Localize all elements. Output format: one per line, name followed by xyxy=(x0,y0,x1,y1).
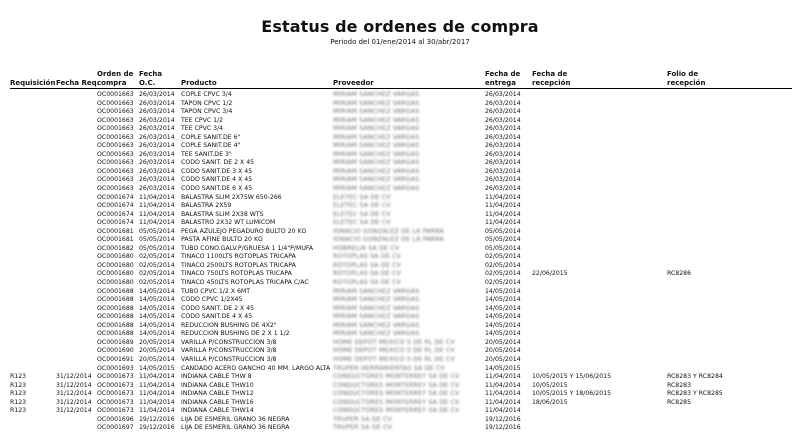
supplier-cell: HOME DEPOT MEXICO S DE RL DE CV xyxy=(333,347,455,355)
order-date-cell: 11/04/2014 xyxy=(139,398,175,406)
supplier-cell: CONDUCTORES MONTERREY SA DE CV xyxy=(333,398,460,406)
supplier-cell: ELETEC SA DE CV xyxy=(333,193,391,201)
table-row xyxy=(0,100,800,109)
product-cell: REDUCCION BUSHING DE 2 X 1 1/2 xyxy=(181,330,290,338)
table-row xyxy=(0,253,800,262)
delivery-date-cell: 11/04/2014 xyxy=(485,219,521,227)
reception-date-cell: 10/05/2015 Y 15/06/2015 xyxy=(532,373,612,381)
reception-folio-cell: RC8286 xyxy=(667,270,692,278)
delivery-date-cell: 26/03/2014 xyxy=(485,142,521,150)
delivery-date-cell: 14/05/2014 xyxy=(485,330,521,338)
order-date-cell: 02/05/2014 xyxy=(139,270,175,278)
supplier-cell: HOBRELIA SA DE CV xyxy=(333,244,400,252)
delivery-date-cell: 02/05/2014 xyxy=(485,261,521,269)
table-row xyxy=(0,142,800,151)
order-date-cell: 05/05/2014 xyxy=(139,244,175,252)
supplier-cell: ROTOPLAS SA DE CV xyxy=(333,253,402,261)
delivery-date-cell: 11/04/2014 xyxy=(485,398,521,406)
supplier-cell: MIRIAM SANCHEZ VARGAS xyxy=(333,313,420,321)
product-cell: CODO SANIT. DE 2 X 45 xyxy=(181,159,255,167)
delivery-date-cell: 02/05/2014 xyxy=(485,253,521,261)
orders-table-body xyxy=(0,91,800,433)
table-row xyxy=(0,356,800,365)
order-number-cell: OC0001673 xyxy=(97,390,134,398)
product-cell: TINACO 2500LTS ROTOPLAS TRICAPA xyxy=(181,261,296,269)
supplier-cell: MIRIAM SANCHEZ VARGAS xyxy=(333,185,420,193)
order-date-cell: 19/12/2016 xyxy=(139,415,175,423)
supplier-cell: MIRIAM SANCHEZ VARGAS xyxy=(333,296,420,304)
table-row xyxy=(0,236,800,245)
product-cell: CODO SANIT.DE 4 X 45 xyxy=(181,176,253,184)
table-row xyxy=(0,399,800,408)
delivery-date-cell: 26/03/2014 xyxy=(485,176,521,184)
product-cell: BALASTRA SLIM 2X75W 650-266 xyxy=(181,193,282,201)
table-row xyxy=(0,117,800,126)
order-number-cell: OC0001690 xyxy=(97,347,134,355)
supplier-cell: CONDUCTORES MONTERREY SA DE CV xyxy=(333,381,460,389)
order-date-cell: 26/03/2014 xyxy=(139,133,175,141)
table-row xyxy=(0,262,800,271)
table-row xyxy=(0,185,800,194)
order-date-cell: 14/05/2014 xyxy=(139,304,175,312)
order-date-cell: 14/05/2014 xyxy=(139,296,175,304)
order-number-cell: OC0001663 xyxy=(97,142,134,150)
product-cell: CODO SANIT.DE 6 X 45 xyxy=(181,185,253,193)
order-date-cell: 02/05/2014 xyxy=(139,261,175,269)
table-row xyxy=(0,347,800,356)
order-date-cell: 11/04/2014 xyxy=(139,381,175,389)
delivery-date-cell: 11/04/2014 xyxy=(485,390,521,398)
table-row xyxy=(0,125,800,134)
product-cell: CANDADO ACERO GANCHO 40 MM. LARGO ALTA xyxy=(181,364,331,372)
order-number-cell: OC0001674 xyxy=(97,219,134,227)
product-cell: REDUCCION BUSHING DE 4X2" xyxy=(181,321,277,329)
product-cell: VARILLA P/CONSTRUCCION 3/8 xyxy=(181,338,277,346)
supplier-cell: MIRIAM SANCHEZ VARGAS xyxy=(333,167,420,175)
supplier-cell: MIRIAM SANCHEZ VARGAS xyxy=(333,133,420,141)
order-date-cell: 14/05/2014 xyxy=(139,287,175,295)
order-number-cell: OC0001697 xyxy=(97,424,134,432)
supplier-cell: MIRIAM SANCHEZ VARGAS xyxy=(333,330,420,338)
order-number-cell: OC0001696 xyxy=(97,415,134,423)
supplier-cell: ELETEC SA DE CV xyxy=(333,210,391,218)
delivery-date-cell: 19/12/2016 xyxy=(485,424,521,432)
table-row xyxy=(0,296,800,305)
order-date-cell: 26/03/2014 xyxy=(139,142,175,150)
table-row xyxy=(0,288,800,297)
order-number-cell: OC0001663 xyxy=(97,99,134,107)
delivery-date-cell: 11/04/2014 xyxy=(485,202,521,210)
product-cell: PASTA AFINE BULTO 20 KG xyxy=(181,236,263,244)
product-cell: INDIANA CABLE THW 8 xyxy=(181,373,252,381)
supplier-cell: MIRIAM SANCHEZ VARGAS xyxy=(333,108,420,116)
product-cell: PEGA AZULEJO PEGADURO BULTO 20 KG xyxy=(181,227,307,235)
requisition-cell: R123 xyxy=(10,373,27,381)
product-cell: CODO SANIT.DE 4 X 45 xyxy=(181,313,253,321)
supplier-cell: ROTOPLAS SA DE CV xyxy=(333,270,402,278)
delivery-date-cell: 05/05/2014 xyxy=(485,236,521,244)
order-number-cell: OC0001674 xyxy=(97,202,134,210)
table-row xyxy=(0,279,800,288)
supplier-cell: MIRIAM SANCHEZ VARGAS xyxy=(333,116,420,124)
delivery-date-cell: 02/05/2014 xyxy=(485,270,521,278)
order-number-cell: OC0001673 xyxy=(97,373,134,381)
header-divider xyxy=(10,88,792,89)
table-row xyxy=(0,228,800,237)
product-cell: TINACO 1100LTS ROTOPLAS TRICAPA xyxy=(181,253,296,261)
delivery-date-cell: 14/05/2014 xyxy=(485,296,521,304)
order-number-cell: OC0001663 xyxy=(97,133,134,141)
product-cell: BALASTRA SLIM 2X38 WTS xyxy=(181,210,264,218)
delivery-date-cell: 14/05/2014 xyxy=(485,321,521,329)
header-fecha-de-recepcion: Fecha de xyxy=(532,70,568,78)
delivery-date-cell: 14/05/2014 xyxy=(485,304,521,312)
table-row xyxy=(0,168,800,177)
header-recepcion: recepción xyxy=(532,79,571,87)
delivery-date-cell: 26/03/2014 xyxy=(485,185,521,193)
delivery-date-cell: 14/05/2014 xyxy=(485,287,521,295)
order-number-cell: OC0001688 xyxy=(97,313,134,321)
order-date-cell: 14/05/2014 xyxy=(139,313,175,321)
order-number-cell: OC0001674 xyxy=(97,210,134,218)
requisition-cell: R123 xyxy=(10,407,27,415)
supplier-cell: ELETEC SA DE CV xyxy=(333,202,391,210)
product-cell: LIJA DE ESMERIL GRANO 36 NEGRA xyxy=(181,424,290,432)
requisition-date-cell: 31/12/2014 xyxy=(56,398,92,406)
order-number-cell: OC0001688 xyxy=(97,321,134,329)
supplier-cell: TRUPER SA DE CV xyxy=(333,415,392,423)
header-fecha: Fecha xyxy=(139,70,163,78)
header-compra: compra xyxy=(97,79,127,87)
order-date-cell: 26/03/2014 xyxy=(139,150,175,158)
table-row xyxy=(0,134,800,143)
order-number-cell: OC0001663 xyxy=(97,91,134,98)
table-row xyxy=(0,322,800,331)
reception-date-cell: 10/05/2015 Y 18/06/2015 xyxy=(532,390,612,398)
product-cell: INDIANA CABLE THW12 xyxy=(181,390,254,398)
product-cell: INDIANA CABLE THW10 xyxy=(181,381,254,389)
order-date-cell: 20/05/2014 xyxy=(139,347,175,355)
table-row xyxy=(0,151,800,160)
order-number-cell: OC0001674 xyxy=(97,193,134,201)
table-row xyxy=(0,330,800,339)
product-cell: COPLE SANIT.DE 4" xyxy=(181,142,241,150)
delivery-date-cell: 20/05/2014 xyxy=(485,347,521,355)
product-cell: VARILLA P/CONSTRUCCION 3/8 xyxy=(181,355,277,363)
order-number-cell: OC0001682 xyxy=(97,244,134,252)
product-cell: INDIANA CABLE THW14 xyxy=(181,407,254,415)
order-date-cell: 26/03/2014 xyxy=(139,159,175,167)
reception-folio-cell: RC8283 Y RC8284 xyxy=(667,373,723,381)
order-number-cell: OC0001688 xyxy=(97,296,134,304)
delivery-date-cell: 26/03/2014 xyxy=(485,167,521,175)
delivery-date-cell: 26/03/2014 xyxy=(485,116,521,124)
order-date-cell: 14/05/2014 xyxy=(139,321,175,329)
product-cell: TINACO 450LTS ROTOPLAS TRICAPA C/AC xyxy=(181,279,309,287)
supplier-cell: IGNACIO GONZALEZ DE LA PARRA xyxy=(333,227,444,235)
order-date-cell: 26/03/2014 xyxy=(139,125,175,133)
order-date-cell: 26/03/2014 xyxy=(139,116,175,124)
order-number-cell: OC0001691 xyxy=(97,355,134,363)
header-entrega: entrega xyxy=(485,79,517,87)
reception-date-cell: 22/06/2015 xyxy=(532,270,568,278)
delivery-date-cell: 05/05/2014 xyxy=(485,244,521,252)
table-row xyxy=(0,339,800,348)
order-number-cell: OC0001663 xyxy=(97,116,134,124)
delivery-date-cell: 11/04/2014 xyxy=(485,193,521,201)
supplier-cell: MIRIAM SANCHEZ VARGAS xyxy=(333,304,420,312)
product-cell: TUBO CPVC 1/2 X 6MT xyxy=(181,287,251,295)
order-date-cell: 11/04/2014 xyxy=(139,193,175,201)
order-number-cell: OC0001673 xyxy=(97,407,134,415)
delivery-date-cell: 26/03/2014 xyxy=(485,99,521,107)
table-row xyxy=(0,211,800,220)
order-date-cell: 26/03/2014 xyxy=(139,91,175,98)
header-folio-recepcion: recepción xyxy=(667,79,706,87)
delivery-date-cell: 11/04/2014 xyxy=(485,210,521,218)
table-row xyxy=(0,407,800,416)
supplier-cell: MIRIAM SANCHEZ VARGAS xyxy=(333,99,420,107)
table-row xyxy=(0,202,800,211)
supplier-cell: ROTOPLAS SA DE CV xyxy=(333,279,402,287)
order-date-cell: 26/03/2014 xyxy=(139,108,175,116)
product-cell: TEE CPVC 3/4 xyxy=(181,125,224,133)
order-number-cell: OC0001688 xyxy=(97,287,134,295)
supplier-cell: HOME DEPOT MEXICO S DE RL DE CV xyxy=(333,338,455,346)
header-oc: O.C. xyxy=(139,79,156,87)
supplier-cell: MIRIAM SANCHEZ VARGAS xyxy=(333,287,420,295)
supplier-cell: MIRIAM SANCHEZ VARGAS xyxy=(333,91,420,98)
order-number-cell: OC0001663 xyxy=(97,159,134,167)
delivery-date-cell: 26/03/2014 xyxy=(485,159,521,167)
order-number-cell: OC0001693 xyxy=(97,364,134,372)
table-row xyxy=(0,270,800,279)
product-cell: CODO SANIT. DE 2 X 45 xyxy=(181,304,255,312)
supplier-cell: MIRIAM SANCHEZ VARGAS xyxy=(333,321,420,329)
table-row xyxy=(0,194,800,203)
requisition-date-cell: 31/12/2014 xyxy=(56,390,92,398)
order-number-cell: OC0001681 xyxy=(97,236,134,244)
product-cell: CODO SANIT.DE 3 X 45 xyxy=(181,167,253,175)
product-cell: TEE CPVC 1/2 xyxy=(181,116,224,124)
product-cell: TAPON CPVC 1/2 xyxy=(181,99,233,107)
table-row xyxy=(0,373,800,382)
delivery-date-cell: 14/05/2015 xyxy=(485,364,521,372)
order-date-cell: 20/05/2014 xyxy=(139,338,175,346)
header-orden-de: Orden de xyxy=(97,70,134,78)
product-cell: COPLE CPVC 3/4 xyxy=(181,91,232,98)
requisition-date-cell: 31/12/2014 xyxy=(56,407,92,415)
header-proveedor: Proveedor xyxy=(333,79,374,87)
supplier-cell: CONDUCTORES MONTERREY SA DE CV xyxy=(333,390,460,398)
product-cell: TEE SANIT.DE 3" xyxy=(181,150,232,158)
order-date-cell: 11/04/2014 xyxy=(139,373,175,381)
table-row xyxy=(0,219,800,228)
supplier-cell: IGNACIO GONZALEZ DE LA PARRA xyxy=(333,236,444,244)
product-cell: INDIANA CABLE THW16 xyxy=(181,398,254,406)
supplier-cell: MIRIAM SANCHEZ VARGAS xyxy=(333,142,420,150)
order-date-cell: 05/05/2014 xyxy=(139,227,175,235)
table-row xyxy=(0,305,800,314)
order-date-cell: 19/12/2016 xyxy=(139,424,175,432)
order-number-cell: OC0001663 xyxy=(97,125,134,133)
delivery-date-cell: 20/05/2014 xyxy=(485,338,521,346)
order-date-cell: 11/04/2014 xyxy=(139,407,175,415)
header-fecha-req: Fecha Req. xyxy=(56,79,100,87)
table-row xyxy=(0,245,800,254)
supplier-cell: ELETEC SA DE CV xyxy=(333,219,391,227)
order-date-cell: 11/04/2014 xyxy=(139,219,175,227)
order-number-cell: OC0001663 xyxy=(97,150,134,158)
order-date-cell: 02/05/2014 xyxy=(139,279,175,287)
product-cell: TAPON CPVC 3/4 xyxy=(181,108,233,116)
supplier-cell: MIRIAM SANCHEZ VARGAS xyxy=(333,159,420,167)
supplier-cell: TRUPER SA DE CV xyxy=(333,424,392,432)
supplier-cell: TRUPER HERRAMIENTAS SA DE CV xyxy=(333,364,445,372)
supplier-cell: MIRIAM SANCHEZ VARGAS xyxy=(333,176,420,184)
reception-folio-cell: RC8283 xyxy=(667,381,692,389)
order-number-cell: OC0001689 xyxy=(97,338,134,346)
delivery-date-cell: 11/04/2014 xyxy=(485,407,521,415)
header-requisicion: Requisición xyxy=(10,79,56,87)
table-row xyxy=(0,382,800,391)
product-cell: TINACO 750LTS ROTOPLAS TRICAPA xyxy=(181,270,292,278)
delivery-date-cell: 26/03/2014 xyxy=(485,91,521,98)
order-date-cell: 26/03/2014 xyxy=(139,167,175,175)
supplier-cell: HOME DEPOT MEXICO S DE RL DE CV xyxy=(333,355,455,363)
order-number-cell: OC0001680 xyxy=(97,253,134,261)
order-date-cell: 20/05/2014 xyxy=(139,355,175,363)
product-cell: CODO CPVC 1/2X45 xyxy=(181,296,243,304)
supplier-cell: CONDUCTORES MONTERREY SA DE CV xyxy=(333,407,460,415)
report-period: Periodo del 01/ene/2014 al 30/abr/2017 xyxy=(330,38,470,46)
supplier-cell: MIRIAM SANCHEZ VARGAS xyxy=(333,125,420,133)
order-date-cell: 11/04/2014 xyxy=(139,202,175,210)
product-cell: BALASTRA 2X59 xyxy=(181,202,232,210)
table-row xyxy=(0,159,800,168)
table-row xyxy=(0,365,800,374)
order-number-cell: OC0001673 xyxy=(97,398,134,406)
requisition-cell: R123 xyxy=(10,381,27,389)
order-date-cell: 26/03/2014 xyxy=(139,176,175,184)
order-date-cell: 11/04/2014 xyxy=(139,210,175,218)
product-cell: COPLE SANIT.DE 6" xyxy=(181,133,241,141)
order-date-cell: 05/05/2014 xyxy=(139,236,175,244)
table-row xyxy=(0,416,800,425)
order-number-cell: OC0001688 xyxy=(97,330,134,338)
reception-folio-cell: RC8283 Y RC8285 xyxy=(667,390,723,398)
delivery-date-cell: 05/05/2014 xyxy=(485,227,521,235)
report-title: Estatus de ordenes de compra xyxy=(261,17,539,36)
order-date-cell: 02/05/2014 xyxy=(139,253,175,261)
order-number-cell: OC0001663 xyxy=(97,108,134,116)
order-number-cell: OC0001680 xyxy=(97,279,134,287)
order-date-cell: 26/03/2014 xyxy=(139,99,175,107)
delivery-date-cell: 26/03/2014 xyxy=(485,125,521,133)
order-date-cell: 14/05/2015 xyxy=(139,364,175,372)
order-number-cell: OC0001663 xyxy=(97,176,134,184)
requisition-date-cell: 31/12/2014 xyxy=(56,381,92,389)
table-row xyxy=(0,108,800,117)
requisition-cell: R123 xyxy=(10,390,27,398)
delivery-date-cell: 11/04/2014 xyxy=(485,381,521,389)
order-date-cell: 14/05/2014 xyxy=(139,330,175,338)
order-number-cell: OC0001663 xyxy=(97,185,134,193)
order-number-cell: OC0001681 xyxy=(97,227,134,235)
supplier-cell: MIRIAM SANCHEZ VARGAS xyxy=(333,150,420,158)
reception-folio-cell: RC8285 xyxy=(667,398,692,406)
delivery-date-cell: 26/03/2014 xyxy=(485,133,521,141)
table-row xyxy=(0,390,800,399)
order-number-cell: OC0001680 xyxy=(97,270,134,278)
table-row xyxy=(0,313,800,322)
order-date-cell: 11/04/2014 xyxy=(139,390,175,398)
delivery-date-cell: 20/05/2014 xyxy=(485,355,521,363)
delivery-date-cell: 14/05/2014 xyxy=(485,313,521,321)
header-fecha-de-entrega: Fecha de xyxy=(485,70,521,78)
reception-date-cell: 18/06/2015 xyxy=(532,398,568,406)
order-number-cell: OC0001688 xyxy=(97,304,134,312)
order-number-cell: OC0001680 xyxy=(97,261,134,269)
delivery-date-cell: 19/12/2016 xyxy=(485,415,521,423)
order-number-cell: OC0001673 xyxy=(97,381,134,389)
table-row xyxy=(0,91,800,100)
delivery-date-cell: 26/03/2014 xyxy=(485,150,521,158)
supplier-cell: CONDUCTORES MONTERREY SA DE CV xyxy=(333,373,460,381)
order-date-cell: 26/03/2014 xyxy=(139,185,175,193)
delivery-date-cell: 26/03/2014 xyxy=(485,108,521,116)
product-cell: TUBO CONO.GALV.P/GRUESA 1 1/4"P/MUFA xyxy=(181,244,314,252)
delivery-date-cell: 02/05/2014 xyxy=(485,279,521,287)
product-cell: BALASTRO 2X32 WT LUMICOM xyxy=(181,219,276,227)
requisition-date-cell: 31/12/2014 xyxy=(56,373,92,381)
supplier-cell: ROTOPLAS SA DE CV xyxy=(333,261,402,269)
requisition-cell: R123 xyxy=(10,398,27,406)
reception-date-cell: 10/05/2015 xyxy=(532,381,568,389)
table-row xyxy=(0,424,800,433)
table-row xyxy=(0,176,800,185)
delivery-date-cell: 11/04/2014 xyxy=(485,373,521,381)
order-number-cell: OC0001663 xyxy=(97,167,134,175)
product-cell: VARILLA P/CONSTRUCCION 3/8 xyxy=(181,347,277,355)
header-producto: Producto xyxy=(181,79,217,87)
header-folio-de: Folio de xyxy=(667,70,699,78)
product-cell: LIJA DE ESMERIL GRANO 36 NEGRA xyxy=(181,415,290,423)
